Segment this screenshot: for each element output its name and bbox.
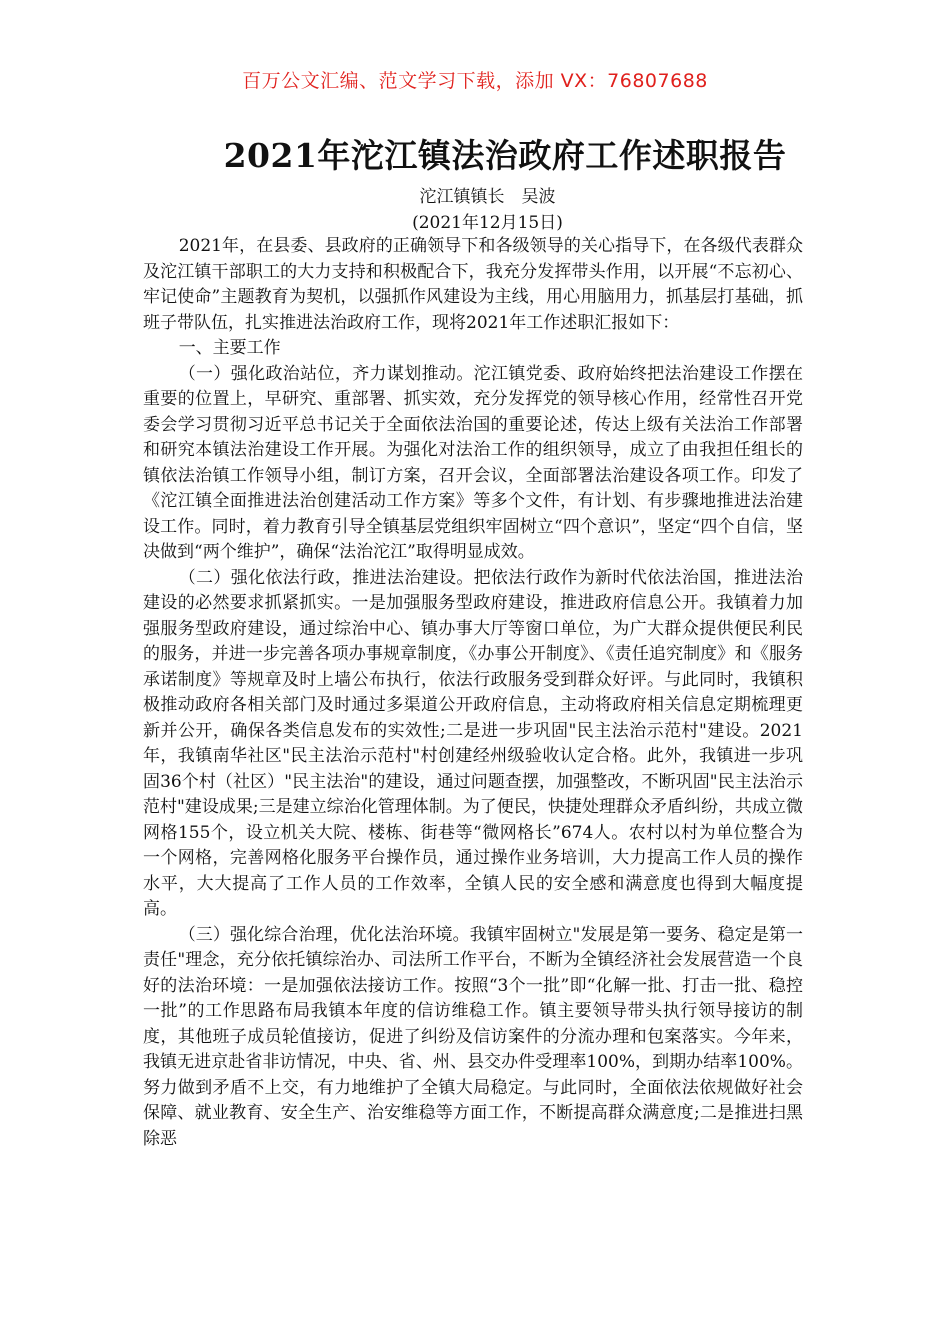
document-title: 2021年沱江镇法治政府工作述职报告 xyxy=(223,136,787,175)
paragraph-political-stance: （一）强化政治站位，齐力谋划推动。沱江镇党委、政府始终把法治建设工作摆在重要的位置上，早研究、重部署、抓实效，充分发挥党的领导核心作用，经常性召开党委会学习贯彻习近平总书记关于全面依法治国的重要论述，传达上级有关法治工作部署和研究本镇法治建设工作开展。为强化对法治工作的组织领导，成立了由我担任组长的镇依法治镇工作领导小组，制订方案，召开会议，全面部署法治建设各项工作。印发了《沱江镇全面推进法治创建活动工作方案》等多个文件，有计划、有步骤地推进法治建设工作。同时，着力教育引导全镇基层党组织牢固树立“四个意识”，坚定“四个自信，坚决做到“两个维护”，确保“法治沱江”取得明显成效。 xyxy=(143,363,803,562)
paragraph-comprehensive-governance: （三）强化综合治理，优化法治环境。我镇牢固树立"发展是第一要务、稳定是第一责任"理念，充分依托镇综治办、司法所工作平台，不断为全镇经济社会发展营造一个良好的法治环境：一是加强依法接访工作。按照“3个一批”即“化解一批、打击一批、稳控一批”的工作思路布局我镇本年度的信访维稳工作。镇主要领导带头执行领导接访的制度，其他班子成员轮值接访，促进了纠纷及信访案件的分流办理和包案落实。今年来，我镇无进京赴省非访情况，中央、省、州、县交办件受理率100%，到期办结率100%。努力做到矛盾不上交，有力地维护了全镇大局稳定。与此同时，全面依法依规做好社会保障、就业教育、安全生产、治安维稳等方面工作，不断提高群众满意度;二是推进扫黑除恶 xyxy=(143,924,803,1149)
paragraph-intro: 2021年，在县委、县政府的正确领导下和各级领导的关心指导下，在各级代表群众及沱江镇干部职工的大力支持和积极配合下，我充分发挥带头作用，以开展“不忘初心、牢记使命”主题教育为契机，以强抓作风建设为主线，用心用脑用力，抓基层打基础，抓班子带队伍，扎实推进法治政府工作，现将2021年工作述职汇报如下： xyxy=(143,236,803,333)
promo-banner: 百万公文汇编、范文学习下载，添加 VX：76807688 xyxy=(242,70,708,92)
section-heading: 一、主要工作 xyxy=(178,338,281,358)
document-author: 沱江镇镇长 吴波 xyxy=(419,187,556,207)
paragraph-law-administration: （二）强化依法行政，推进法治建设。把依法行政作为新时代依法治国，推进法治建设的必然要求抓紧抓实。一是加强服务型政府建设，推进政府信息公开。我镇着力加强服务型政府建设，通过综治中心、镇办事大厅等窗口单位，为广大群众提供便民利民的服务，并进一步完善各项办事规章制度，《办事公开制度》、《责任追究制度》和《服务承诺制度》等规章及时上墙公布执行，依法行政服务受到群众好评。与此同时，我镇积极推动政府各相关部门及时通过多渠道公开政府信息，主动将政府相关信息定期梳理更新并公开，确保各类信息发布的实效性;二是进一步巩固"民主法治示范村"建设。2021年，我镇南华社区"民主法治示范村"村创建经州级验收认定合格。此外，我镇进一步巩固36个村（社区）"民主法治"的建设，通过问题查摆，加强整改，不断巩固"民主法治示范村"建设成果;三是建立综治化管理体制。为了便民，快捷处理群众矛盾纠纷，共成立微网格155个，设立机关大院、楼栋、街巷等“微网格长”674人。农村以村为单位整合为一个网格，完善网格化服务平台操作员，通过操作业务培训，大力提高工作人员的操作水平，大大提高了工作人员的工作效率，全镇人民的安全感和满意度也得到大幅度提高。 xyxy=(143,567,803,919)
document-date: (2021年12月15日) xyxy=(412,213,563,233)
document-body xyxy=(143,234,803,1152)
